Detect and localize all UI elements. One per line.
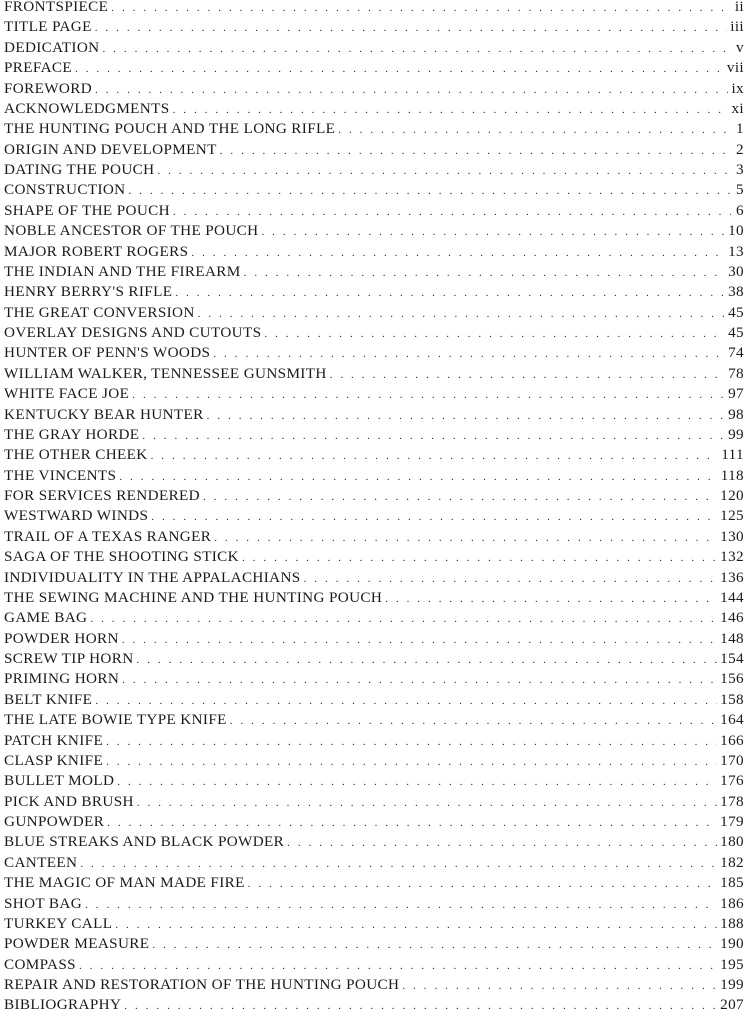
toc-entry bbox=[4, 669, 744, 689]
toc-entry-page-number: 74 bbox=[728, 344, 744, 362]
toc-entry-title: SHOT BAG bbox=[4, 894, 83, 912]
toc-entry bbox=[4, 0, 744, 17]
toc-entry-page-number: 144 bbox=[720, 588, 744, 606]
dot-leader bbox=[261, 222, 725, 242]
toc-entry-page-number: 38 bbox=[728, 283, 744, 301]
toc-entry-title: GUNPOWDER bbox=[4, 813, 105, 830]
toc-entry bbox=[4, 58, 744, 78]
dot-leader bbox=[385, 589, 717, 609]
toc-entry-page-number: 45 bbox=[728, 324, 744, 341]
toc-entry-page-number: 6 bbox=[736, 201, 744, 219]
toc-entry-title: MAJOR ROBERT ROGERS bbox=[4, 242, 189, 260]
toc-entry bbox=[4, 242, 744, 262]
toc-entry-title: WILLIAM WALKER, TENNESSEE GUNSMITH bbox=[4, 364, 327, 382]
toc-entry bbox=[4, 343, 744, 363]
dot-leader bbox=[214, 528, 717, 548]
toc-entry-page-number: 185 bbox=[720, 874, 744, 892]
toc-entry-page-number: 97 bbox=[728, 385, 744, 403]
toc-entry-title: WESTWARD WINDS bbox=[4, 507, 149, 525]
dot-leader bbox=[142, 426, 725, 446]
toc-entry bbox=[4, 853, 744, 873]
dot-leader bbox=[230, 711, 717, 731]
toc-entry-page-number: 3 bbox=[736, 161, 744, 178]
toc-entry bbox=[4, 201, 744, 221]
toc-entry-page-number: 125 bbox=[720, 507, 744, 525]
toc-entry bbox=[4, 771, 744, 791]
dot-leader bbox=[122, 630, 717, 650]
toc-entry-title: FOR SERVICES RENDERED bbox=[4, 487, 200, 504]
toc-entry-title: ACKNOWLEDGMENTS bbox=[4, 99, 170, 117]
dot-leader bbox=[203, 487, 717, 507]
toc-entry-page-number: 158 bbox=[720, 690, 744, 708]
toc-entry-title: THE MAGIC OF MAN MADE FIRE bbox=[4, 874, 245, 892]
toc-entry-page-number: 178 bbox=[720, 792, 744, 810]
toc-entry-page-number: 199 bbox=[720, 976, 744, 993]
toc-entry-page-number: 188 bbox=[720, 914, 744, 932]
dot-leader bbox=[129, 181, 732, 201]
toc-entry bbox=[4, 710, 744, 730]
toc-entry-page-number: 182 bbox=[720, 853, 744, 871]
toc-entry bbox=[4, 894, 744, 914]
toc-entry bbox=[4, 99, 744, 119]
toc-entry bbox=[4, 221, 744, 241]
toc-entry-page-number: xi bbox=[731, 99, 744, 117]
toc-entry-title: HUNTER OF PENN'S WOODS bbox=[4, 344, 211, 362]
toc-entry-title: PREFACE bbox=[4, 59, 72, 77]
toc-entry bbox=[4, 119, 744, 139]
toc-entry-title: THE INDIAN AND THE FIREARM bbox=[4, 262, 241, 280]
toc-entry-title: TURKEY CALL bbox=[4, 914, 113, 932]
toc-entry-page-number: 186 bbox=[720, 894, 744, 912]
toc-entry-title: CLASP KNIFE bbox=[4, 751, 104, 769]
toc-entry-title: INDIVIDUALITY IN THE APPALACHIANS bbox=[4, 568, 301, 586]
toc-entry-title: PRIMING HORN bbox=[4, 670, 120, 688]
toc-entry-page-number: 99 bbox=[728, 425, 744, 443]
toc-entry bbox=[4, 588, 744, 608]
dot-leader bbox=[95, 691, 717, 711]
toc-entry-title: THE HUNTING POUCH AND THE LONG RIFLE bbox=[4, 120, 336, 138]
toc-entry-title: COMPASS bbox=[4, 955, 76, 973]
dot-leader bbox=[220, 141, 731, 161]
toc-entry bbox=[4, 323, 744, 343]
toc-entry bbox=[4, 629, 744, 649]
dot-leader bbox=[338, 120, 731, 140]
toc-entry-title: FOREWORD bbox=[4, 79, 93, 97]
table-of-contents bbox=[4, 0, 744, 1016]
toc-entry-title: DEDICATION bbox=[4, 38, 100, 56]
dot-leader bbox=[173, 100, 729, 120]
toc-entry-page-number: 146 bbox=[720, 609, 744, 627]
toc-entry-page-number: 111 bbox=[721, 446, 744, 464]
toc-entry bbox=[4, 690, 744, 710]
dot-leader bbox=[264, 324, 725, 344]
toc-entry-title: BULLET MOLD bbox=[4, 772, 115, 790]
toc-entry bbox=[4, 303, 744, 323]
dot-leader bbox=[175, 283, 725, 303]
toc-entry bbox=[4, 405, 744, 425]
toc-entry bbox=[4, 282, 744, 302]
toc-entry-page-number: ii bbox=[734, 0, 744, 15]
toc-entry-title: THE GRAY HORDE bbox=[4, 425, 140, 443]
toc-entry-page-number: 156 bbox=[720, 670, 744, 688]
dot-leader bbox=[90, 609, 717, 629]
toc-entry bbox=[4, 527, 744, 547]
toc-entry-page-number: 132 bbox=[720, 548, 744, 566]
toc-entry bbox=[4, 160, 744, 180]
toc-entry-page-number: 13 bbox=[728, 242, 744, 260]
toc-entry-page-number: 10 bbox=[728, 222, 744, 240]
toc-entry-page-number: 148 bbox=[720, 629, 744, 647]
toc-entry-title: FRONTSPIECE bbox=[4, 0, 109, 15]
toc-entry-page-number: 179 bbox=[720, 813, 744, 830]
dot-leader bbox=[106, 752, 717, 772]
toc-entry-title: PICK AND BRUSH bbox=[4, 792, 134, 810]
toc-entry-title: CANTEEN bbox=[4, 853, 78, 871]
toc-entry-page-number: 154 bbox=[720, 650, 744, 667]
dot-leader bbox=[242, 548, 717, 568]
toc-entry-page-number: v bbox=[736, 38, 744, 56]
toc-entry-title: PATCH KNIFE bbox=[4, 731, 104, 749]
dot-leader bbox=[137, 650, 718, 670]
toc-entry-title: KENTUCKY BEAR HUNTER bbox=[4, 405, 204, 423]
toc-entry bbox=[4, 731, 744, 751]
toc-entry bbox=[4, 751, 744, 771]
dot-leader bbox=[75, 59, 724, 79]
dot-leader bbox=[106, 732, 717, 752]
toc-entry-title: TITLE PAGE bbox=[4, 18, 92, 36]
toc-entry-title: ORIGIN AND DEVELOPMENT bbox=[4, 140, 217, 158]
toc-entry-title: NOBLE ANCESTOR OF THE POUCH bbox=[4, 222, 259, 240]
toc-entry bbox=[4, 547, 744, 567]
toc-entry-page-number: 166 bbox=[720, 731, 744, 749]
toc-entry-page-number: 98 bbox=[728, 405, 744, 423]
toc-entry-page-number: vii bbox=[726, 59, 744, 77]
toc-entry bbox=[4, 384, 744, 404]
toc-entry-page-number: 5 bbox=[736, 181, 744, 199]
dot-leader bbox=[85, 895, 717, 915]
toc-entry-page-number: 130 bbox=[720, 527, 744, 545]
toc-entry bbox=[4, 506, 744, 526]
dot-leader bbox=[151, 507, 717, 527]
toc-entry-page-number: 195 bbox=[720, 955, 744, 973]
toc-entry-title: REPAIR AND RESTORATION OF THE HUNTING POUCH bbox=[4, 976, 400, 993]
toc-entry bbox=[4, 975, 744, 995]
toc-entry-title: SAGA OF THE SHOOTING STICK bbox=[4, 548, 239, 566]
dot-leader bbox=[132, 385, 725, 405]
toc-entry-title: CONSTRUCTION bbox=[4, 181, 126, 199]
toc-entry bbox=[4, 649, 744, 669]
toc-entry-title: THE LATE BOWIE TYPE KNIFE bbox=[4, 711, 227, 729]
toc-entry-title: POWDER HORN bbox=[4, 629, 119, 647]
toc-entry-title: THE GREAT CONVERSION bbox=[4, 303, 195, 321]
dot-leader bbox=[287, 833, 717, 853]
dot-leader bbox=[151, 446, 719, 466]
toc-entry-page-number: 45 bbox=[728, 303, 744, 321]
dot-leader bbox=[111, 0, 731, 18]
dot-leader bbox=[122, 670, 717, 690]
toc-entry-title: GAME BAG bbox=[4, 609, 88, 627]
toc-entry bbox=[4, 486, 744, 506]
dot-leader bbox=[213, 344, 725, 364]
dot-leader bbox=[119, 467, 717, 487]
toc-entry-title: BELT KNIFE bbox=[4, 690, 93, 708]
dot-leader bbox=[115, 915, 717, 935]
toc-entry bbox=[4, 608, 744, 628]
dot-leader bbox=[137, 793, 717, 813]
toc-entry bbox=[4, 914, 744, 934]
toc-entry-title: THE OTHER CHEEK bbox=[4, 446, 148, 464]
dot-leader bbox=[80, 854, 717, 874]
toc-entry bbox=[4, 79, 744, 99]
dot-leader bbox=[79, 956, 717, 976]
toc-entry bbox=[4, 425, 744, 445]
toc-entry-page-number: iii bbox=[730, 18, 744, 36]
toc-entry-title: THE VINCENTS bbox=[4, 466, 117, 484]
toc-entry bbox=[4, 17, 744, 37]
dot-leader bbox=[248, 874, 717, 894]
toc-entry-page-number: 1 bbox=[736, 120, 744, 138]
toc-entry-title: POWDER MEASURE bbox=[4, 935, 150, 953]
toc-entry-page-number: 190 bbox=[720, 935, 744, 953]
toc-entry-title: HENRY BERRY'S RIFLE bbox=[4, 283, 173, 301]
dot-leader bbox=[198, 304, 725, 324]
dot-leader bbox=[95, 80, 728, 100]
toc-entry-title: DATING THE POUCH bbox=[4, 161, 155, 178]
toc-entry-page-number: 176 bbox=[720, 772, 744, 790]
toc-entry-page-number: 118 bbox=[720, 466, 744, 484]
toc-entry bbox=[4, 364, 744, 384]
toc-entry-page-number: 207 bbox=[720, 996, 744, 1014]
toc-entry bbox=[4, 832, 744, 852]
toc-entry-title: BIBLIOGRAPHY bbox=[4, 996, 122, 1014]
dot-leader bbox=[173, 202, 731, 222]
toc-entry bbox=[4, 812, 744, 832]
dot-leader bbox=[107, 813, 717, 833]
toc-entry-page-number: 78 bbox=[728, 364, 744, 382]
toc-entry-page-number: 30 bbox=[728, 262, 744, 280]
toc-entry bbox=[4, 445, 744, 465]
dot-leader bbox=[95, 18, 728, 38]
toc-entry-page-number: ix bbox=[731, 79, 744, 97]
dot-leader bbox=[124, 996, 717, 1016]
toc-entry bbox=[4, 568, 744, 588]
dot-leader bbox=[157, 161, 731, 181]
dot-leader bbox=[191, 243, 725, 263]
toc-entry-title: THE SEWING MACHINE AND THE HUNTING POUCH bbox=[4, 588, 383, 606]
dot-leader bbox=[102, 39, 731, 59]
toc-entry bbox=[4, 873, 744, 893]
toc-entry-page-number: 2 bbox=[736, 140, 744, 158]
toc-entry bbox=[4, 792, 744, 812]
dot-leader bbox=[330, 365, 725, 385]
toc-entry bbox=[4, 140, 744, 160]
toc-entry bbox=[4, 934, 744, 954]
toc-entry-title: TRAIL OF A TEXAS RANGER bbox=[4, 527, 212, 545]
dot-leader bbox=[117, 772, 717, 792]
dot-leader bbox=[244, 263, 725, 283]
toc-entry-title: SHAPE OF THE POUCH bbox=[4, 201, 170, 219]
toc-entry-title: SCREW TIP HORN bbox=[4, 650, 134, 667]
toc-entry bbox=[4, 180, 744, 200]
dot-leader bbox=[152, 935, 717, 955]
toc-entry bbox=[4, 262, 744, 282]
toc-entry-page-number: 136 bbox=[720, 568, 744, 586]
toc-entry-title: OVERLAY DESIGNS AND CUTOUTS bbox=[4, 324, 262, 341]
toc-entry-page-number: 120 bbox=[720, 487, 744, 504]
dot-leader bbox=[402, 976, 717, 996]
toc-entry-page-number: 164 bbox=[720, 711, 744, 729]
toc-entry-page-number: 180 bbox=[720, 833, 744, 851]
toc-entry-title: WHITE FACE JOE bbox=[4, 385, 130, 403]
toc-entry bbox=[4, 955, 744, 975]
dot-leader bbox=[207, 406, 725, 426]
toc-entry bbox=[4, 466, 744, 486]
dot-leader bbox=[304, 569, 718, 589]
toc-entry-page-number: 170 bbox=[720, 751, 744, 769]
toc-entry bbox=[4, 38, 744, 58]
toc-entry-title: BLUE STREAKS AND BLACK POWDER bbox=[4, 833, 285, 851]
toc-entry bbox=[4, 995, 744, 1015]
